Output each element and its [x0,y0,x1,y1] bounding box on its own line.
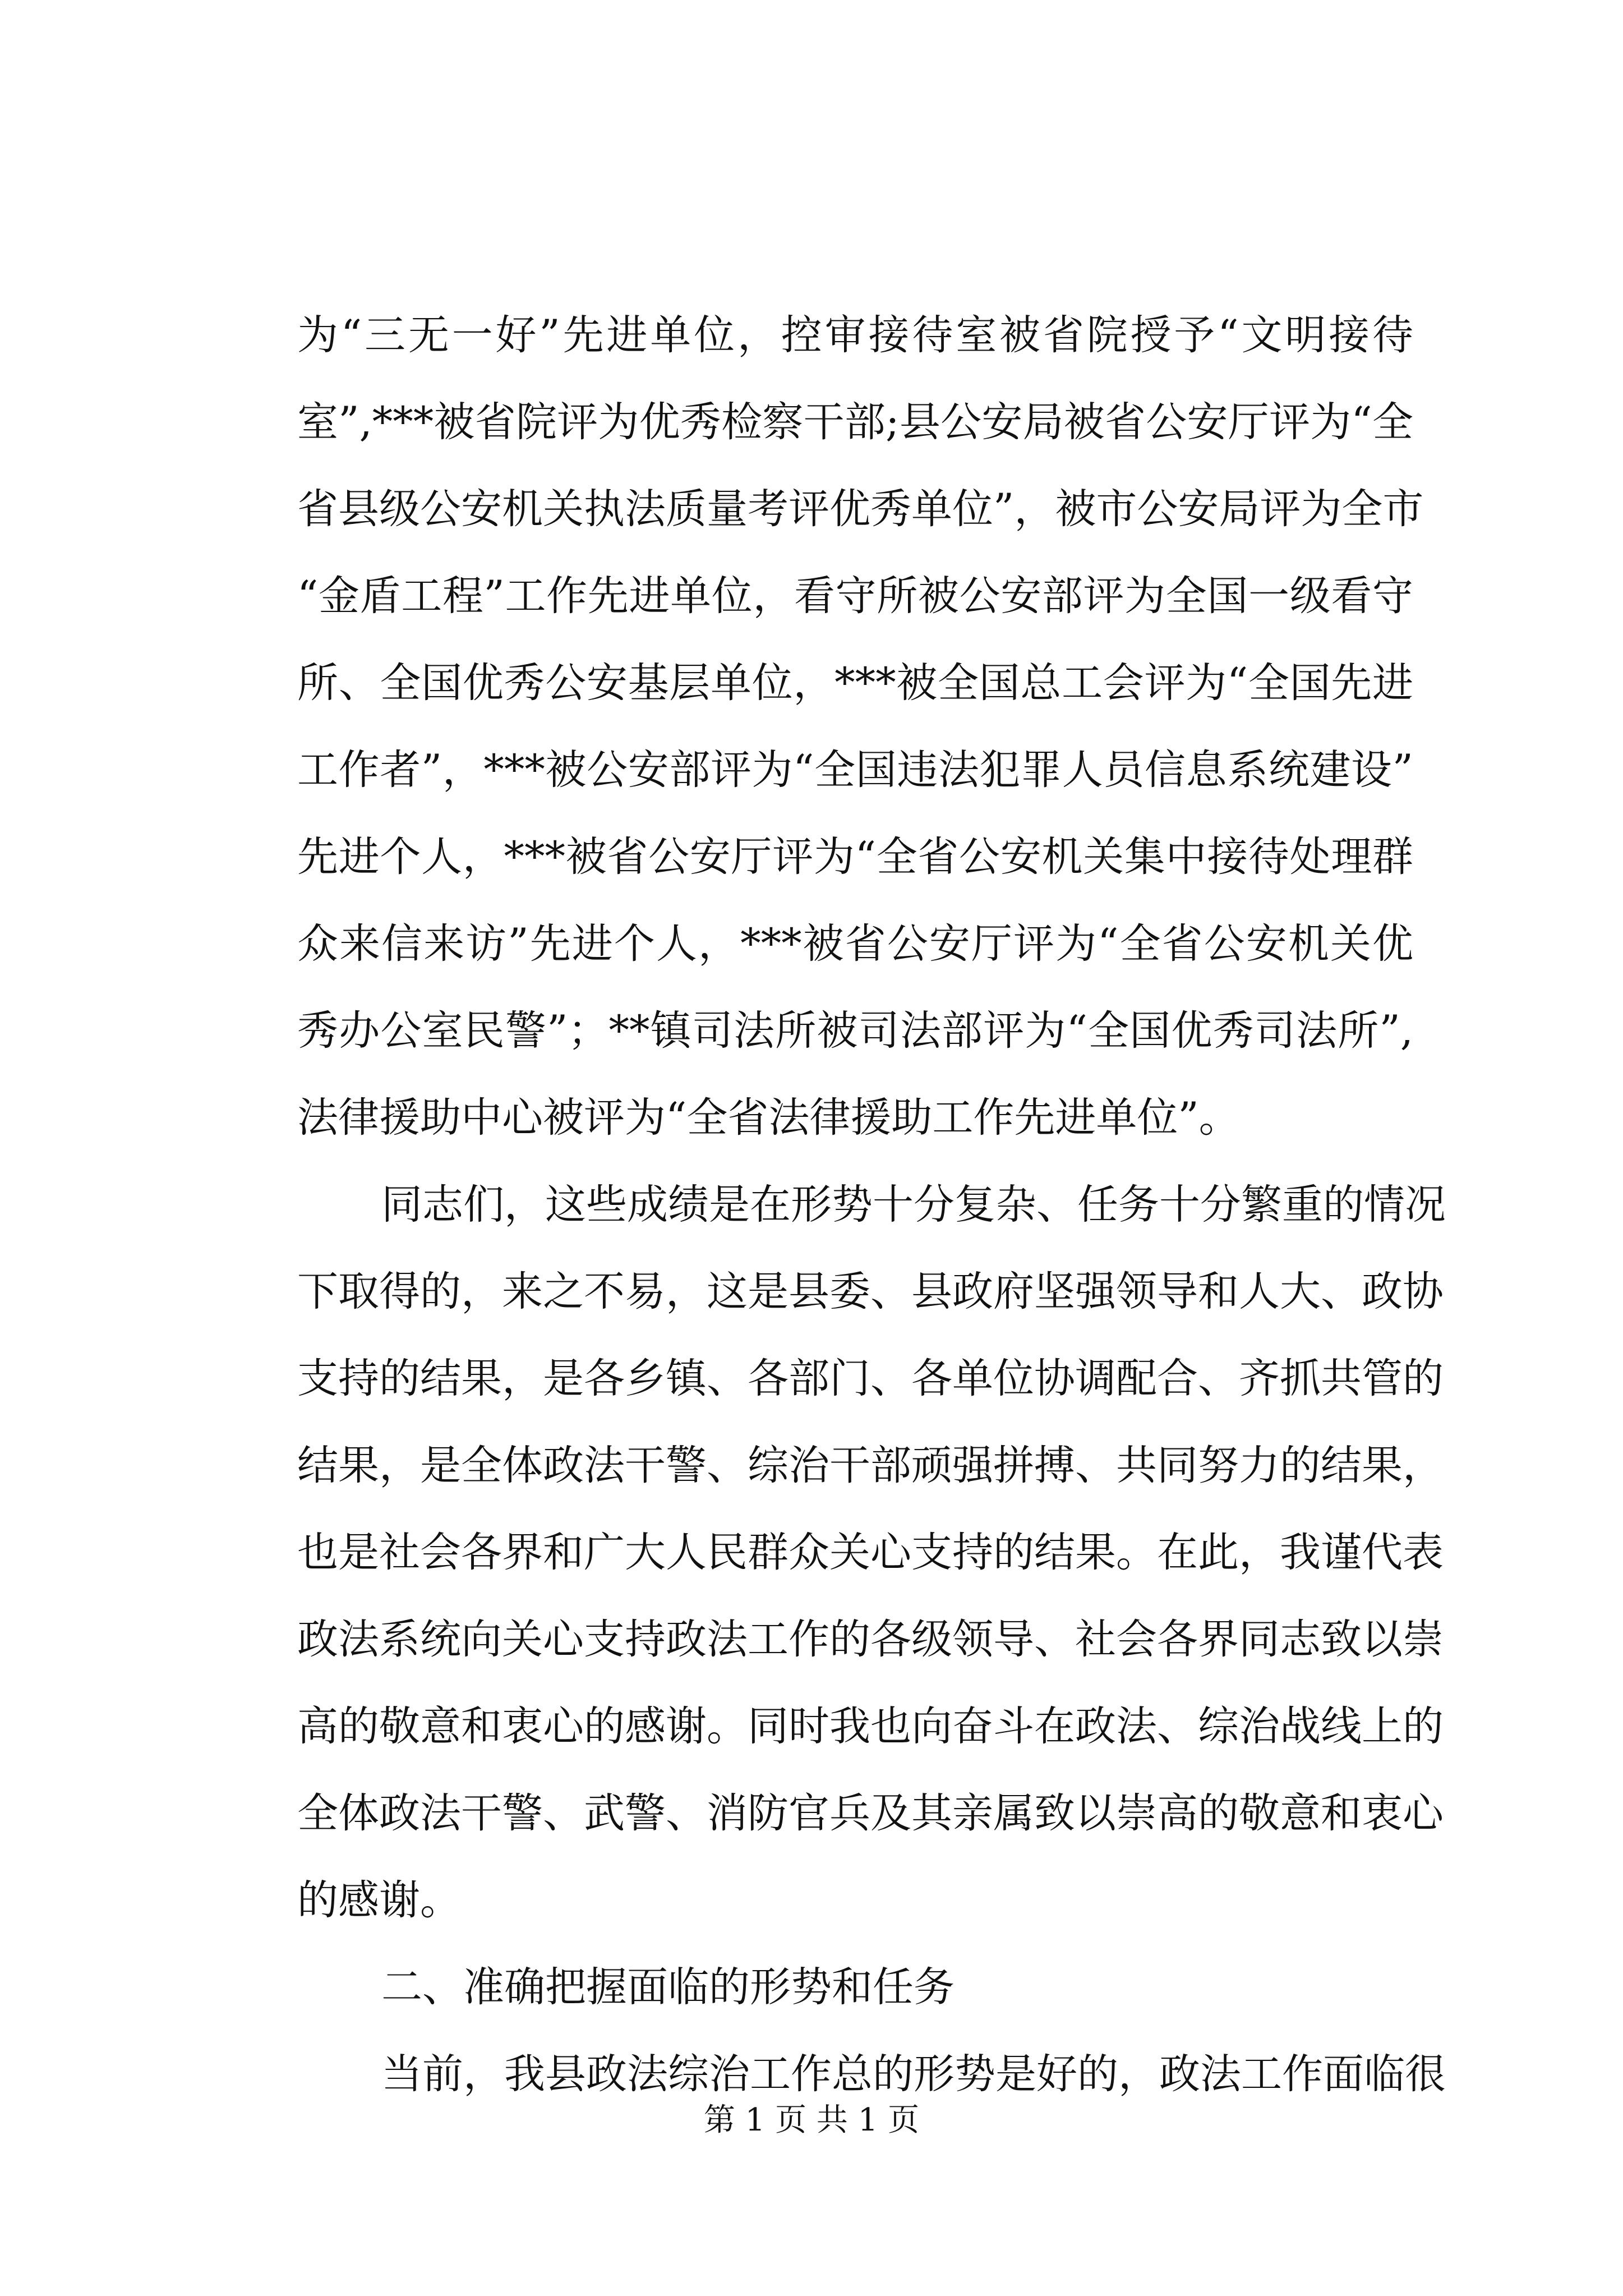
text-line: 众来信来访”先进个人，***被省公安厅评为“全省公安机关优 [297,920,1413,968]
text-line: 秀办公室民警”；**镇司法所被司法部评为“全国优秀司法所”, [297,1007,1413,1055]
text-line: 为“三无一好”先进单位，控审接待室被省院授予“文明接待 [297,311,1413,359]
text-line: 同志们，这些成绩是在形势十分复杂、任务十分繁重的情况 [381,1181,1446,1228]
text-line: 先进个人，***被省公安厅评为“全省公安机关集中接待处理群 [297,833,1413,881]
text-line: 省县级公安机关执法质量考评优秀单位”，被市公安局评为全市 [297,485,1424,533]
document-body [297,292,1446,2118]
text-line: 所、全国优秀公安基层单位，***被全国总工会评为“全国先进 [297,659,1413,707]
text-line: 室”,***被省院评为优秀检察干部;县公安局被省公安厅评为“全 [297,398,1413,446]
text-line: 下取得的，来之不易，这是县委、县政府坚强领导和人大、政协 [297,1268,1444,1315]
text-line: 政法系统向关心支持政法工作的各级领导、社会各界同志致以崇 [297,1616,1444,1663]
text-line: 结果，是全体政法干警、综治干部顽强拼搏、共同努力的结果， [297,1442,1444,1489]
section-heading: 二、准确把握面临的形势和任务 [381,1963,955,2011]
paragraph-thanks [297,1161,1446,1944]
text-line: 也是社会各界和广大人民群众关心支持的结果。在此，我谨代表 [297,1529,1444,1576]
paragraph-awards [297,292,1424,1161]
text-line: 法律援助中心被评为“全省法律援助工作先进单位”。 [297,1094,1240,1142]
text-line: 高的敬意和衷心的感谢。同时我也向奋斗在政法、综治战线上的 [297,1703,1444,1750]
page-footer: 第 1 页 共 1 页 [703,2102,920,2138]
text-line: 的感谢。 [297,1876,461,1924]
text-line: 支持的结果，是各乡镇、各部门、各单位协调配合、齐抓共管的 [297,1355,1444,1402]
text-line: 当前，我县政法综治工作总的形势是好的，政法工作面临很 [381,2050,1446,2098]
text-line: “金盾工程”工作先进单位，看守所被公安部评为全国一级看守 [297,572,1413,620]
text-line: 全体政法干警、武警、消防官兵及其亲属致以崇高的敬意和衷心 [297,1789,1444,1837]
text-line: 工作者”，***被公安部评为“全国违法犯罪人员信息系统建设” [297,746,1413,794]
